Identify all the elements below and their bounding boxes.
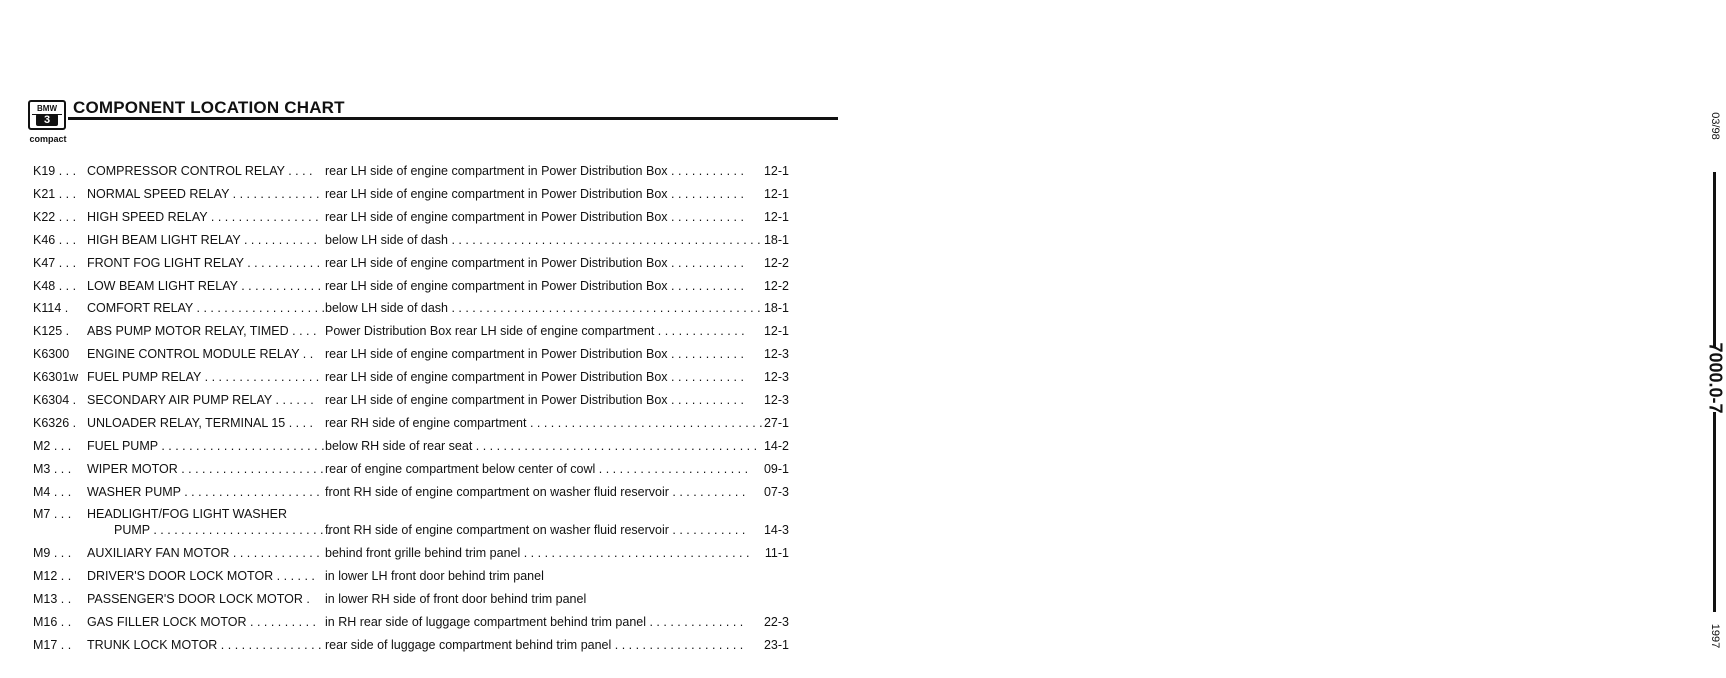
component-reference: 12-3 (763, 393, 789, 407)
component-location: rear LH side of engine compartment in Power Distribution Box . . . . . . . . . . . (325, 347, 744, 361)
component-name: AUXILIARY FAN MOTOR . . . . . . . . . . . . . (87, 546, 320, 560)
component-code: K6326 . (33, 416, 77, 430)
side-date: 03/98 (1709, 112, 1721, 140)
component-location: rear LH side of engine compartment in Power Distribution Box . . . . . . . . . . . (325, 210, 744, 224)
table-row (0, 503, 790, 537)
component-code: M16 . . (33, 615, 72, 629)
component-code: K48 . . . (33, 279, 77, 293)
component-location: rear LH side of engine compartment in Power Distribution Box . . . . . . . . . . . (325, 164, 744, 178)
component-reference: 12-1 (763, 164, 789, 178)
component-location: front RH side of engine compartment on washer fluid reservoir . . . . . . . . . . . (325, 485, 746, 499)
component-code: K22 . . . (33, 210, 77, 224)
component-name: DRIVER'S DOOR LOCK MOTOR . . . . . . (87, 569, 315, 583)
component-location: rear LH side of engine compartment in Power Distribution Box . . . . . . . . . . . (325, 370, 744, 384)
component-code: K47 . . . (33, 256, 77, 270)
component-location: rear of engine compartment below center of cowl . . . . . . . . . . . . . . . . . . . . . . (325, 462, 749, 476)
component-reference: 18-1 (763, 233, 789, 247)
side-rule-bottom (1713, 412, 1716, 612)
component-name: HIGH SPEED RELAY . . . . . . . . . . . . . . . . (87, 210, 319, 224)
component-name: WASHER PUMP . . . . . . . . . . . . . . . . . . . . (87, 485, 320, 499)
component-location: in RH rear side of luggage compartment behind trim panel . . . . . . . . . . . . . . (325, 615, 744, 629)
table-row (0, 435, 790, 457)
table-row (0, 366, 790, 388)
component-location: behind front grille behind trim panel . . . . . . . . . . . . . . . . . . . . . . . . . . . . . . . . . (325, 546, 750, 560)
component-reference: 12-3 (763, 347, 789, 361)
table-row (0, 611, 790, 633)
component-location: rear LH side of engine compartment in Power Distribution Box . . . . . . . . . . . (325, 279, 744, 293)
side-page-number: 7000.0-7 (1705, 342, 1726, 414)
component-reference: 12-2 (763, 279, 789, 293)
component-code: K21 . . . (33, 187, 77, 201)
component-location: rear LH side of engine compartment in Power Distribution Box . . . . . . . . . . . (325, 393, 744, 407)
component-location: rear RH side of engine compartment . . . . . . . . . . . . . . . . . . . . . . . . . . . . . . . . . . (325, 416, 763, 430)
component-reference: 12-1 (763, 324, 789, 338)
table-row (0, 343, 790, 365)
logo-model-number: 3 (36, 114, 58, 126)
component-code: K46 . . . (33, 233, 77, 247)
component-reference: 18-1 (763, 301, 789, 315)
component-reference: 12-3 (763, 370, 789, 384)
logo-subtitle: compact (29, 134, 67, 144)
component-reference: 14-3 (763, 523, 789, 537)
page-title: COMPONENT LOCATION CHART (73, 98, 345, 117)
side-rule-top (1713, 172, 1716, 347)
component-reference: 27-1 (763, 416, 789, 430)
component-reference: 22-3 (763, 615, 789, 629)
component-name-continued: PUMP . . . . . . . . . . . . . . . . . . . . . . . . . . . (114, 523, 338, 537)
component-code: M12 . . (33, 569, 72, 583)
component-name: PASSENGER'S DOOR LOCK MOTOR . (87, 592, 310, 606)
component-location: below LH side of dash . . . . . . . . . . . . . . . . . . . . . . . . . . . . . . . . . . . . . . . . . . . . . (325, 233, 761, 247)
component-name: ENGINE CONTROL MODULE RELAY . . (87, 347, 314, 361)
table-row (0, 542, 790, 564)
table-row (0, 389, 790, 411)
component-code: M17 . . (33, 638, 72, 652)
component-name: SECONDARY AIR PUMP RELAY . . . . . . (87, 393, 314, 407)
component-reference: 09-1 (763, 462, 789, 476)
component-reference: 12-2 (763, 256, 789, 270)
component-name: HEADLIGHT/FOG LIGHT WASHER (87, 507, 288, 521)
side-margin (851, 0, 1726, 678)
side-year: 1997 (1709, 623, 1721, 649)
table-row (0, 458, 790, 480)
component-name: TRUNK LOCK MOTOR . . . . . . . . . . . . . . . (87, 638, 322, 652)
table-row (0, 206, 790, 228)
table-row (0, 183, 790, 205)
table-row (0, 297, 790, 319)
logo-brand-text: BMW (32, 104, 62, 115)
component-reference: 07-3 (763, 485, 789, 499)
component-code: M4 . . . (33, 485, 72, 499)
table-row (0, 565, 790, 587)
component-location: rear LH side of engine compartment in Power Distribution Box . . . . . . . . . . . (325, 187, 744, 201)
component-code: K19 . . . (33, 164, 77, 178)
table-row (0, 252, 790, 274)
component-code: M3 . . . (33, 462, 72, 476)
table-row (0, 320, 790, 342)
component-name: WIPER MOTOR . . . . . . . . . . . . . . . . . . . . . (87, 462, 324, 476)
component-location: Power Distribution Box rear LH side of engine compartment . . . . . . . . . . . . . (325, 324, 745, 338)
component-name: ABS PUMP MOTOR RELAY, TIMED . . . . (87, 324, 317, 338)
component-location: front RH side of engine compartment on washer fluid reservoir . . . . . . . . . . . (325, 523, 746, 537)
component-code: M2 . . . (33, 439, 72, 453)
component-location: rear LH side of engine compartment in Power Distribution Box . . . . . . . . . . . (325, 256, 744, 270)
component-reference: 14-2 (763, 439, 789, 453)
component-name: FUEL PUMP . . . . . . . . . . . . . . . . . . . . . . . . (87, 439, 325, 453)
table-row (0, 412, 790, 434)
component-name: FUEL PUMP RELAY . . . . . . . . . . . . . . . . . (87, 370, 320, 384)
bmw-3-logo (28, 100, 66, 130)
component-name: UNLOADER RELAY, TERMINAL 15 . . . . (87, 416, 314, 430)
component-name: FRONT FOG LIGHT RELAY . . . . . . . . . . . (87, 256, 321, 270)
table-row (0, 160, 790, 182)
table-row (0, 634, 790, 656)
component-code: K125 . (33, 324, 70, 338)
component-code: K6300 (33, 347, 70, 361)
component-code: M7 . . . (33, 507, 72, 521)
component-code: M13 . . (33, 592, 72, 606)
table-row (0, 229, 790, 251)
component-reference: 12-1 (763, 187, 789, 201)
component-location: rear side of luggage compartment behind trim panel . . . . . . . . . . . . . . . . . . . (325, 638, 744, 652)
component-name: LOW BEAM LIGHT RELAY . . . . . . . . . . . . (87, 279, 322, 293)
component-name: HIGH BEAM LIGHT RELAY . . . . . . . . . . . (87, 233, 317, 247)
table-row (0, 588, 790, 610)
component-name: COMFORT RELAY . . . . . . . . . . . . . . . . . . . (87, 301, 326, 315)
component-location: below LH side of dash . . . . . . . . . . . . . . . . . . . . . . . . . . . . . . . . . . . . . . . . . . . . . (325, 301, 761, 315)
table-row (0, 481, 790, 503)
component-reference: 11-1 (764, 546, 789, 560)
component-name: GAS FILLER LOCK MOTOR . . . . . . . . . . (87, 615, 316, 629)
component-code: K6301w (33, 370, 79, 384)
component-location: in lower LH front door behind trim panel (325, 569, 544, 583)
component-code: K114 . (33, 301, 69, 315)
table-row (0, 275, 790, 297)
header-rule (68, 117, 838, 120)
component-reference: 23-1 (763, 638, 789, 652)
component-location: below RH side of rear seat . . . . . . . . . . . . . . . . . . . . . . . . . . . . . . . . . . . . . . . . . (325, 439, 758, 453)
component-reference: 12-1 (763, 210, 789, 224)
component-location: in lower RH side of front door behind trim panel (325, 592, 587, 606)
component-code: K6304 . (33, 393, 77, 407)
component-code: M9 . . . (33, 546, 72, 560)
component-name: COMPRESSOR CONTROL RELAY . . . . (87, 164, 313, 178)
component-name: NORMAL SPEED RELAY . . . . . . . . . . . . . (87, 187, 320, 201)
